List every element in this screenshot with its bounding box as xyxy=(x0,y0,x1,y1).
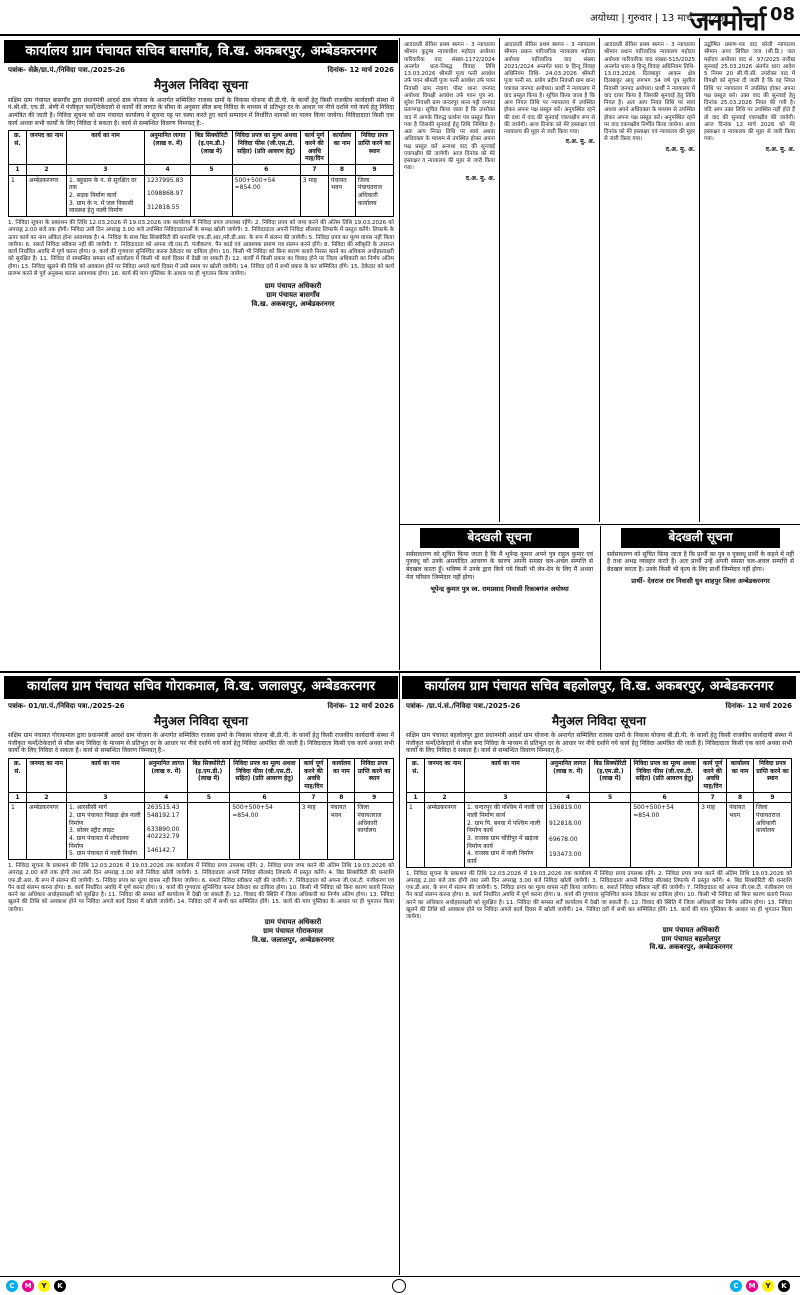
eviction-notice xyxy=(601,528,800,670)
signatory-title: ग्राम पंचायत अधिकारी xyxy=(662,925,720,934)
tender-meta xyxy=(8,66,394,75)
col-header: निविदा प्रपत्र प्राप्ति करने का स्थान xyxy=(355,131,393,165)
tender-conditions: 1. निविदा सूचना के प्रकाशन की तिथि 12.03.2026 से 19.03.2026 तक कार्यालय में निविदा प्रपत्र उपलब्ध रहेंगे। 2. निविदा प्रपत्र को जमा करने की अंतिम तिथि 19.03.2026 को अपराह्न 2.00 बजे तक होगी। निविदा उसी दिन अपराह्न 3.00 बजे उपस्थित निविदादाताओं के समक्ष खोली जायेगी। 3. निविदादाता अपनी निविदा सीलबंद लिफाफे में प्रस्तुत करेंगे। लिफाफे के ऊपर कार्य का नाम अंकित होना आवश्यक है। 4. निविदा के साथ बिड सिक्योरिटी की धनराशि एफ.डी.आर./सी.डी.आर. के रूप में संलग्न की जायेगी। 5. निविदा प्रपत्र का मूल्य वापस नहीं किया जायेगा। 6. सशर्त निविदा स्वीकार नहीं की जायेगी। 7. निविदादाता को अपना जी.एस.टी. पंजीकरण, पैन कार्ड एवं आवश्यक प्रमाण पत्र संलग्न करने होंगे। 8. निविदा की स्वीकृति के उपरान्त कार्य निर्धारित अवधि में पूर्ण करना होगा। 9. कार्य की गुणवत्ता सुनिश्चित करना ठेकेदार का दायित्व होगा। 10. किसी भी निविदा को बिना कारण बताये निरस्त करने का अधिकार अधोहस्ताक्षरी को सुरक्षित है। 11. निविदा से सम्बन्धित समस्त शर्तें कार्यालय में किसी भी कार्य दिवस में देखी जा सकती हैं। 12. कार्यों में किसी प्रकार का विवाद होने पर जिला अधिकारी का निर्णय अंतिम होगा। 13. निविदा खुलने की तिथि को अवकाश होने पर निविदा अगले कार्य दिवस में उसी समय पर खोली जायेगी। 14. निविदा दरों में सभी प्रकार के कर सम्मिलित होंगे। 15. ठेकेदार को कार्य प्रारम्भ करने से पूर्व अनुबन्ध करना आवश्यक होगा। 16. कार्य की माप पुस्तिका के आधार पर ही भुगतान किया जायेगा। xyxy=(8,219,394,277)
eviction-author: भूपेन्द्र कुमार पुत्र स्व. रामप्रसाद निवासी रिकाबगंज अयोध्या xyxy=(430,584,569,593)
col-header: क्र. सं. xyxy=(407,758,425,792)
cell-sn: 1 xyxy=(9,175,27,216)
cell-district: अम्बेडकरनगर xyxy=(27,803,67,860)
cell-place: जिला पंचायतराज अधिकारी कार्यालय xyxy=(355,803,394,860)
col-number: 5 xyxy=(590,792,631,803)
cell-costs xyxy=(145,175,191,216)
tender-conditions: 1. निविदा सूचना के प्रकाशन की तिथि 12.03.2026 से 19.03.2026 तक कार्यालय में निविदा प्रपत्र उपलब्ध रहेंगे। 2. निविदा प्रपत्र जमा करने की अंतिम तिथि 19.03.2026 को अपराह्न 2.00 बजे तक होगी तथा उसी दिन अपराह्न 3.00 बजे निविदा खोली जायेगी। 3. निविदादाता अपनी निविदा सीलबंद लिफाफे में प्रस्तुत करेंगे। 4. बिड सिक्योरिटी की धनराशि एफ.डी.आर. के रूप में संलग्न की जायेगी। 5. निविदा प्रपत्र का मूल्य वापस नहीं किया जायेगा। 6. सशर्त निविदा स्वीकार नहीं की जायेगी। 7. निविदादाता को अपना जी.एस.टी. पंजीकरण एवं पैन कार्ड संलग्न करना होगा। 8. कार्य निर्धारित अवधि में पूर्ण करना होगा। 9. कार्य की गुणवत्ता सुनिश्चित करना ठेकेदार का दायित्व होगा। 10. किसी भी निविदा को बिना कारण बताये निरस्त करने का अधिकार अधोहस्ताक्षरी को सुरक्षित है। 11. निविदा की समस्त शर्तें कार्यालय में देखी जा सकती हैं। 12. विवाद की स्थिति में जिला अधिकारी का निर्णय अंतिम होगा। 13. निविदा खुलने की तिथि को अवकाश होने पर निविदा अगले कार्य दिवस में खोली जायेगी। 14. निविदा दरों में सभी कर सम्मिलित होंगे। 15. कार्य की माप पुस्तिका के आधार पर ही भुगतान किया जायेगा। xyxy=(8,863,394,913)
black-mark: K xyxy=(54,1280,66,1292)
cost-value: 312818.55 xyxy=(147,203,180,211)
signatory-office: ग्राम पंचायत बासगाँव xyxy=(266,291,320,300)
work-item: 2. ग्राम पि. बनवा में पश्चिम नाली निर्माण कार्य xyxy=(467,819,541,835)
col-header: कार्य का नाम xyxy=(465,758,547,792)
col-number: 5 xyxy=(188,792,230,803)
cell-place: जिला पंचायतराज अधिकारी कार्यालय xyxy=(355,175,393,216)
column-divider xyxy=(399,673,400,1275)
col-header: निविदा प्रपत्र का मूल्य अथवा निविदा फीस (जी.एस.टी. सहित) (प्रति आवरण हेतु) xyxy=(230,758,299,792)
signatory-block: वि.ख. अकबरपुर, अम्बेडकरनगर xyxy=(649,943,733,952)
cell-place: जिला पंचायतराज अधिकारी कार्यालय xyxy=(753,803,791,867)
col-number: 6 xyxy=(631,792,699,803)
col-header: कार्यालय का नाम xyxy=(329,131,356,165)
tender-date: दिनांक- 12 मार्च 2026 xyxy=(327,66,394,75)
work-item: 1. आरसीसी मार्ग xyxy=(69,804,107,812)
cell-works xyxy=(67,803,145,860)
section-divider xyxy=(0,671,800,673)
col-number: 8 xyxy=(328,792,355,803)
tender-ref: पत्रांक- सेक्रे/ग्रा.पं./निविदा पत्रा./2025-26 xyxy=(8,66,126,75)
col-header: निविदा प्रपत्र का मूल्य अथवा निविदा फीस (जी.एस.टी. सहित) (प्रति आवरण हेतु) xyxy=(232,131,300,165)
col-header: बिड सिक्योरिटी (इ.एम.डी.) (लाख में) xyxy=(191,131,232,165)
col-number: 1 xyxy=(9,164,27,175)
cell-office: पंचायत भवन xyxy=(329,175,356,216)
masthead xyxy=(0,0,800,36)
table-row xyxy=(407,803,792,867)
magenta-mark: M xyxy=(746,1280,758,1292)
cost-value: 633890.00 xyxy=(147,825,180,833)
signatory-title: ग्राम पंचायत अधिकारी xyxy=(264,917,322,926)
cell-costs xyxy=(547,803,590,867)
col-header: कार्य का नाम xyxy=(67,131,145,165)
notice-signature: द.अ. मु. अ. xyxy=(465,174,495,182)
cell-works xyxy=(465,803,547,867)
col-number: 4 xyxy=(547,792,590,803)
cost-value: 193473.00 xyxy=(549,851,582,859)
col-number: 2 xyxy=(27,164,67,175)
signatory-block: वि.ख. जलालपुर, अम्बेडकरनगर xyxy=(252,935,334,944)
court-notice xyxy=(500,40,599,522)
black-mark: K xyxy=(778,1280,790,1292)
tender-meta xyxy=(8,702,394,711)
col-number: 9 xyxy=(355,792,394,803)
work-item: 3. ग्राम के न. में जल निकासी व्यवस्था हेतु नाली निर्माण xyxy=(69,199,134,215)
work-item: 5. ग्राम पंचायत में नाली निर्माण xyxy=(69,850,137,858)
signatory-block: वि.ख. अकबरपुर, अम्बेडकरनगर xyxy=(251,300,335,309)
col-header: अनुमानित लागत (लाख रु. में) xyxy=(145,758,188,792)
tender-signature xyxy=(402,926,796,953)
notice-text: आदालती सेविस प्रथम स्थगन - 3 न्यायालय श्रीमान प्रधान पारिवारिक न्यायालय महोदय अयोध्या पारिवारिक वाद संख्या 2021/2024 अन्तर्गत धारा 9 हिन्दू विवाह अधिनियम तिथि- 24.03.2026 श्रीमती पूजा पत्नी स्व. प्रयोग प्रदीप निवासी ग्राम थाना पत्रावल जनपद अयोध्या। प्रार्थी ने न्यायालय में वाद प्रस्तुत किया है। सूचित किया जाता है कि आप नियत तिथि पर न्यायालय में उपस्थित होकर अपना पक्ष प्रस्तुत करें। अनुपस्थित रहने की दशा में वाद की सुनवाई एकपक्षीय रूप से की जायेगी। आज दिनांक को मेरे हस्ताक्षर एवं न्यायालय की मुहर से जारी किया गया। xyxy=(504,42,595,135)
tender-banner: कार्यालय ग्राम पंचायत सचिव बहलोलपुर, वि.ख. अकबरपुर, अम्बेडकरनगर xyxy=(402,676,796,699)
tender-signature xyxy=(4,282,398,309)
col-number: 3 xyxy=(67,164,145,175)
eviction-title: बेदखली सूचना xyxy=(420,528,579,548)
tender-notice-gorakamal xyxy=(4,676,398,1274)
tender-table xyxy=(8,758,394,860)
cost-value: 136819.00 xyxy=(549,804,582,812)
court-notice xyxy=(400,40,499,522)
notice-signature: द.अ. मु. अ. xyxy=(765,145,795,153)
cost-value: 548192.17 xyxy=(147,811,180,819)
notice-text: उद्घोषित प्रमाण-पत्र वाद बरेली न्यायालय श्रीमान अपर सिविल जज (सी.डि.) जल महोदय अयोध्या वाद सं. 97/2025 तारीख सुनवाई 25.03.2026 अंतर्गत धारा आदेश 5 नियम 20 सी.पी.सी. उपरोक्त वाद में विपक्षी को सूचना दी जाती है कि वह नियत तिथि पर न्यायालय में उपस्थित होकर अपना पक्ष प्रस्तुत करे। उक्त वाद की सुनवाई हेतु दिनांक 25.03.2026 नियत की गयी है। यदि आप उक्त तिथि पर उपस्थित नहीं होते हैं तो वाद की सुनवाई एकपक्षीय की जायेगी। आज दिनांक 12 मार्च 2026 को मेरे हस्ताक्षर व न्यायालय की मुहर से जारी किया गया। xyxy=(704,42,795,143)
tender-notice-bahlolpur xyxy=(402,676,796,1274)
tender-table xyxy=(8,130,394,217)
section-divider xyxy=(400,524,800,525)
page-number: 08 xyxy=(770,4,796,25)
col-number: 8 xyxy=(727,792,754,803)
cell-district: अम्बेडकरनगर xyxy=(425,803,465,867)
tender-meta xyxy=(406,702,792,711)
tender-table xyxy=(406,758,792,868)
notice-text: आदालती सेविस प्रथम स्थगन - 3 न्यायालय श्रीमान कुटुम्ब न्यायाधीश महोदय अयोध्या पारिवारिक वाद संख्या-1172/2024 अन्तर्गत धारा-निबद्ध विवाह तिथि 13.03.2026 श्रीमती पूजा पत्नी अवधेश उर्फ पवन श्रीमती पूजा पत्नी अवधेश उर्फ पवन निवासी ग्राम नवागा पोस्ट थाना जनपद अयोध्या विपक्षी अवधेश उर्फ पवन पुत्र स्व. सुरेश निवासी ग्राम जन्दरपुर थाना पट्टी जनपद प्रतापगढ़। सूचित किया जाता है कि उपरोक्त वाद में आपके विरुद्ध प्रार्थना पत्र प्रस्तुत किया गया है जिसकी सुनवाई हेतु तिथि निश्चित है। अतः आप नियत तिथि पर स्वयं अथवा अधिवक्ता के माध्यम से उपस्थित होकर अपना पक्ष प्रस्तुत करें अन्यथा वाद की सुनवाई एकपक्षीय की जायेगी। आज दिनांक को मेरे हस्ताक्षर व न्यायालय की मुहर से जारी किया गया। xyxy=(404,42,495,172)
cell-emd xyxy=(188,803,230,860)
work-item: 4. राजस्व ग्राम में नाली निर्माण कार्य xyxy=(467,850,534,866)
col-header: अनुमानित लागत (लाख रु. में) xyxy=(145,131,191,165)
newspaper-brand: जनमोर्चा xyxy=(690,7,766,37)
cell-works xyxy=(67,175,145,216)
tender-intro: सक्षिम ग्राम पंचायत बासगाँव द्वारा प्रधानमंत्री आदर्श ग्राम योजना के अन्तर्गत सम्मिलित राजस्व ग्रामों के निकास योजना बी.डी.पी. के कार्यों हेतु किसी राजकीय कार्यदायी संस्था में पं.श्री.सी. एच.डी. श्रेणी में पंजीकृत फर्मों/ठेकेदारों से कार्यों की लागत के सीमा के अनुसार सील बन्द निविदा के माध्यम से प्रतिभूत दर के आधार पर नीचे दर्शाये गये कार्य हेतु निविदा आमंत्रित की जाती है। निविदा सूचना को ग्राम पंचायत कार्यालय ने सूचना पट्ट पर चस्पा करते हुए कार्य सम्पादन में निर्धारित मानकों का पालन किया जायेगा। निविदादाता किसी एक कार्य अथवा सभी कार्यों के लिए निविदा दे सकता है। कार्य से सम्बन्धित विवरण निम्नवत् है:- xyxy=(8,96,394,127)
notice-signature: द.अ. मु. अ. xyxy=(565,138,595,146)
tender-banner: कार्यालय ग्राम पंचायत सचिव बासगाँव, वि.ख. अकबरपुर, अम्बेडकरनगर xyxy=(4,40,398,63)
signatory-office: ग्राम पंचायत गोराकमाल xyxy=(263,926,323,935)
cell-fee: 500+500+54 =854.00 xyxy=(631,803,699,867)
cost-value: 263515.43 xyxy=(147,804,180,812)
dateline: अयोध्या | गुरुवार | 13 मार्च, 2026 xyxy=(590,13,725,24)
eviction-author: प्रार्थी- देवराज राव निवासी धुन शाहपुर जिला अम्बेडकरनगर xyxy=(631,576,770,585)
cell-costs xyxy=(145,803,188,860)
tender-heading: मैनुअल निविदा सूचना xyxy=(153,713,249,728)
cell-office: पंचायत भवन xyxy=(328,803,355,860)
cell-sn: 1 xyxy=(9,803,27,860)
col-header: निविदा प्रपत्र प्राप्ति करने का स्थान xyxy=(753,758,791,792)
cell-district: अम्बेडकरनगर xyxy=(27,175,67,216)
cell-fee: 500+500+54 =854.00 xyxy=(230,803,299,860)
tender-ref: पत्रांक- /ग्रा.पं.सं./निविदा पत्रा./2025-26 xyxy=(406,701,521,710)
tender-ref: पत्रांक- 01/ग्रा.पं./निविदा पत्रा./2025-26 xyxy=(8,701,125,710)
col-number: 6 xyxy=(230,792,299,803)
cell-period: 3 माह xyxy=(299,803,328,860)
cost-value: 402232.79 xyxy=(147,833,180,841)
col-header: कार्यालय का नाम xyxy=(328,758,355,792)
signatory-office: ग्राम पंचायत बहलोलपुर xyxy=(661,934,721,943)
eviction-title: बेदखली सूचना xyxy=(621,528,780,548)
col-number: 3 xyxy=(67,792,145,803)
cost-value: 1237995.83 xyxy=(147,176,184,184)
cyan-mark: C xyxy=(6,1280,18,1292)
col-header: क्र. सं. xyxy=(9,131,27,165)
tender-notice-basgaon xyxy=(4,40,398,668)
court-notice xyxy=(700,40,799,522)
col-header: जनपद का नाम xyxy=(27,758,67,792)
col-number: 8 xyxy=(329,164,356,175)
cost-value: 146142.7 xyxy=(147,847,176,854)
col-number: 7 xyxy=(300,164,328,175)
cyan-mark: C xyxy=(730,1280,742,1292)
eviction-notice xyxy=(400,528,599,670)
col-number: 6 xyxy=(232,164,300,175)
col-header: कार्य पूर्ण करने की अवधि माह/दिन xyxy=(300,131,328,165)
registration-mark-icon xyxy=(392,1279,406,1293)
court-notice xyxy=(600,40,699,522)
cost-value: 1098868.97 xyxy=(147,190,184,198)
table-row xyxy=(9,803,394,860)
col-header: कार्यालय का नाम xyxy=(727,758,754,792)
tender-conditions: 1. निविदा सूचना के प्रकाशन की तिथि 12.03.2026 से 19.03.2026 तक कार्यालय में निविदा प्रपत्र उपलब्ध रहेंगे। 2. निविदा प्रपत्र जमा करने की अंतिम तिथि 19.03.2026 को अपराह्न 2.00 बजे तक होगी तथा उसी दिन अपराह्न 3.00 बजे निविदा खोली जायेगी। 3. निविदादाता अपनी निविदा सीलबंद लिफाफे में प्रस्तुत करेंगे। 4. बिड सिक्योरिटी की धनराशि एफ.डी.आर. के रूप में संलग्न की जायेगी। 5. निविदा प्रपत्र का मूल्य वापस नहीं किया जायेगा। 6. सशर्त निविदा स्वीकार नहीं की जायेगी। 7. निविदादाता को अपना जी.एस.टी. पंजीकरण एवं पैन कार्ड संलग्न करना होगा। 8. कार्य निर्धारित अवधि में पूर्ण करना होगा। 9. कार्य की गुणवत्ता सुनिश्चित करना ठेकेदार का दायित्व होगा। 10. किसी भी निविदा को बिना कारण बताये निरस्त करने का अधिकार अधोहस्ताक्षरी को सुरक्षित है। 11. निविदा की समस्त शर्तें कार्यालय में देखी जा सकती हैं। 12. विवाद की स्थिति में जिला अधिकारी का निर्णय अंतिम होगा। 13. निविदा खुलने की तिथि को अवकाश होने पर निविदा अगले कार्य दिवस में खोली जायेगी। 14. निविदा दरों में सभी कर सम्मिलित होंगे। 15. कार्य की माप पुस्तिका के आधार पर ही भुगतान किया जायेगा। xyxy=(406,870,792,921)
col-header: जनपद का नाम xyxy=(27,131,67,165)
work-item: 2. सड़क निर्माण कार्य xyxy=(69,191,117,199)
notice-signature: द.अ. मु. अ. xyxy=(665,145,695,153)
tender-date: दिनांक- 12 मार्च 2026 xyxy=(725,701,792,710)
col-number: 3 xyxy=(465,792,547,803)
work-item: 2. ग्राम पंचायत पिछड़ा क्षेत्र नाली निर्माण xyxy=(69,811,141,827)
eviction-text: सर्वसाधारण को सूचित किया जाता है कि प्रार्थी का पुत्र व पुत्रवधू प्रार्थी के कहने में नहीं है तथा अभद्र व्यवहार करते हैं। अतः प्रार्थी उन्हें अपनी समस्त चल-अचल सम्पत्ति से बेदखल करता है। उनके किसी भी कृत्य के लिए प्रार्थी जिम्मेदार नहीं होगा। xyxy=(607,550,794,574)
cell-period: 3 माह xyxy=(300,175,328,216)
col-number: 2 xyxy=(27,792,67,803)
tender-intro: सक्षिम ग्राम पंचायत गोराकमाल द्वारा प्रधानमंत्री आदर्श ग्राम योजना के अन्तर्गत सम्मिलित राजस्व ग्रामों के निकास योजना बी.डी.पी. के कार्यों हेतु किसी राजकीय कार्यदायी संस्था में पंजीकृत फर्मों/ठेकेदारों से सील बन्द निविदा के माध्यम से प्रतिभूत दर के आधार पर नीचे दर्शाये गये कार्य हेतु निविदा आमंत्रित की जाती है। निविदादाता किसी एक कार्य अथवा सभी कार्यों के लिए निविदा दे सकता है। कार्य से सम्बन्धित विवरण निम्नवत् है:- xyxy=(8,731,394,755)
col-number: 4 xyxy=(145,164,191,175)
cost-value: 69678.00 xyxy=(549,835,578,843)
col-number: 5 xyxy=(191,164,232,175)
work-item: 1. बहुग्राम के न. से सुरक्षित दर तक xyxy=(69,176,137,192)
magenta-mark: M xyxy=(22,1280,34,1292)
col-number: 9 xyxy=(355,164,393,175)
col-number: 7 xyxy=(699,792,727,803)
cell-emd xyxy=(590,803,631,867)
cost-value: 912818.00 xyxy=(549,819,582,827)
work-item: 3. राजस्व ग्राम चाँदीपुर में खड़ंजा निर्माण कार्य xyxy=(467,835,539,850)
tender-signature xyxy=(4,918,398,945)
cell-emd xyxy=(191,175,232,216)
cell-sn: 1 xyxy=(407,803,425,867)
yellow-mark: Y xyxy=(38,1280,50,1292)
col-number: 4 xyxy=(145,792,188,803)
tender-banner: कार्यालय ग्राम पंचायत सचिव गोराकमाल, वि.ख. जलालपुर, अम्बेडकरनगर xyxy=(4,676,398,699)
cell-office: पंचायत भवन xyxy=(727,803,754,867)
col-header: बिड सिक्योरिटी (इ.एम.डी.) (लाख में) xyxy=(188,758,230,792)
work-item: 3. सोलर स्ट्रीट लाइट xyxy=(69,827,115,835)
col-number: 2 xyxy=(425,792,465,803)
col-header: निविदा प्रपत्र प्राप्ति करने का स्थान xyxy=(355,758,394,792)
col-number: 9 xyxy=(753,792,791,803)
table-row xyxy=(9,175,394,216)
notice-text: आदालती सेविस प्रथम स्थगन - 3 न्यायालय श्रीमान प्रधान पारिवारिक न्यायालय महोदय अयोध्या पारिवारिक वाद संख्या-515/2025 अन्तर्गत धारा-9 हिन्दू विवाह अधिनियम तिथि- 13.03.2026 दिलबाहुर आकन क्षेत्र दिलबाहुर आयु लगभग 34 वर्ष पुत्र सुशील निवासी जनपद अयोध्या। प्रार्थी ने न्यायालय में वाद दायर किया है जिसकी सुनवाई हेतु तिथि नियत है। अतः आप नियत तिथि पर स्वयं अथवा अपने अधिवक्ता के माध्यम से उपस्थित होकर अपना पक्ष प्रस्तुत करें। अनुपस्थित रहने पर वाद एकपक्षीय निर्णीत किया जायेगा। आज दिनांक को मेरे हस्ताक्षर एवं न्यायालय की मुहर से जारी किया गया। xyxy=(604,42,695,143)
col-header: बिड सिक्योरिटी (इ.एम.डी.) (लाख में) xyxy=(590,758,631,792)
tender-heading: मैनुअल निविदा सूचना xyxy=(153,78,249,93)
col-number: 1 xyxy=(407,792,425,803)
signatory-title: ग्राम पंचायत अधिकारी xyxy=(264,282,322,291)
cell-fee: 500+500+54 =854.00 xyxy=(232,175,300,216)
tender-intro: सक्षिम ग्राम पंचायत बहलोलपुर द्वारा प्रधानमंत्री आदर्श ग्राम योजना के अन्तर्गत सम्मिलित राजस्व ग्रामों के निकास योजना बी.डी.पी. के कार्यों हेतु किसी राजकीय कार्यदायी संस्था में पंजीकृत फर्मों/ठेकेदारों से सील बन्द निविदा के माध्यम से प्रतिभूत दर के आधार पर नीचे दर्शाये गये कार्य हेतु निविदा आमंत्रित की जाती है। निविदादाता किसी एक कार्य अथवा सभी कार्यों के लिए निविदा दे सकता है। कार्य से सम्बन्धित विवरण निम्नवत् है:- xyxy=(406,731,792,755)
tender-date: दिनांक- 12 मार्च 2026 xyxy=(327,701,394,710)
col-number: 1 xyxy=(9,792,27,803)
cell-period: 3 माह xyxy=(699,803,727,867)
col-header: अनुमानित लागत (लाख रु. में) xyxy=(547,758,590,792)
col-number: 7 xyxy=(299,792,328,803)
eviction-text: सर्वसाधारण को सूचित किया जाता है कि मैं भूपेन्द्र कुमार अपने पुत्र राहुल कुमार एवं पुत्रवधू को उनके अमर्यादित आचरण के कारण अपनी समस्त चल-अचल सम्पत्ति से बेदखल करता हूँ। भविष्य में उनके द्वारा किये गये किसी भी लेन-देन के लिए मैं अथवा मेरा परिवार जिम्मेदार नहीं होगा। xyxy=(406,550,593,581)
print-footer xyxy=(0,1276,800,1295)
col-header: कार्य पूर्ण करने की अवधि माह/दिन xyxy=(699,758,727,792)
work-item: 4. ग्राम पंचायत में शौचालय निर्माण xyxy=(69,835,129,850)
col-header: जनपद का नाम xyxy=(425,758,465,792)
yellow-mark: Y xyxy=(762,1280,774,1292)
col-header: क्र. सं. xyxy=(9,758,27,792)
work-item: 1. चन्दरपुर की पश्चिम में नाली एवं नाली निर्माण कार्य xyxy=(467,804,544,819)
col-header: निविदा प्रपत्र का मूल्य अथवा निविदा फीस (जी.एस.टी. सहित) (प्रति आवरण हेतु) xyxy=(631,758,699,792)
col-header: कार्य पूर्ण करने की अवधि माह/दिन xyxy=(299,758,328,792)
tender-heading: मैनुअल निविदा सूचना xyxy=(551,713,647,728)
col-header: कार्य का नाम xyxy=(67,758,145,792)
